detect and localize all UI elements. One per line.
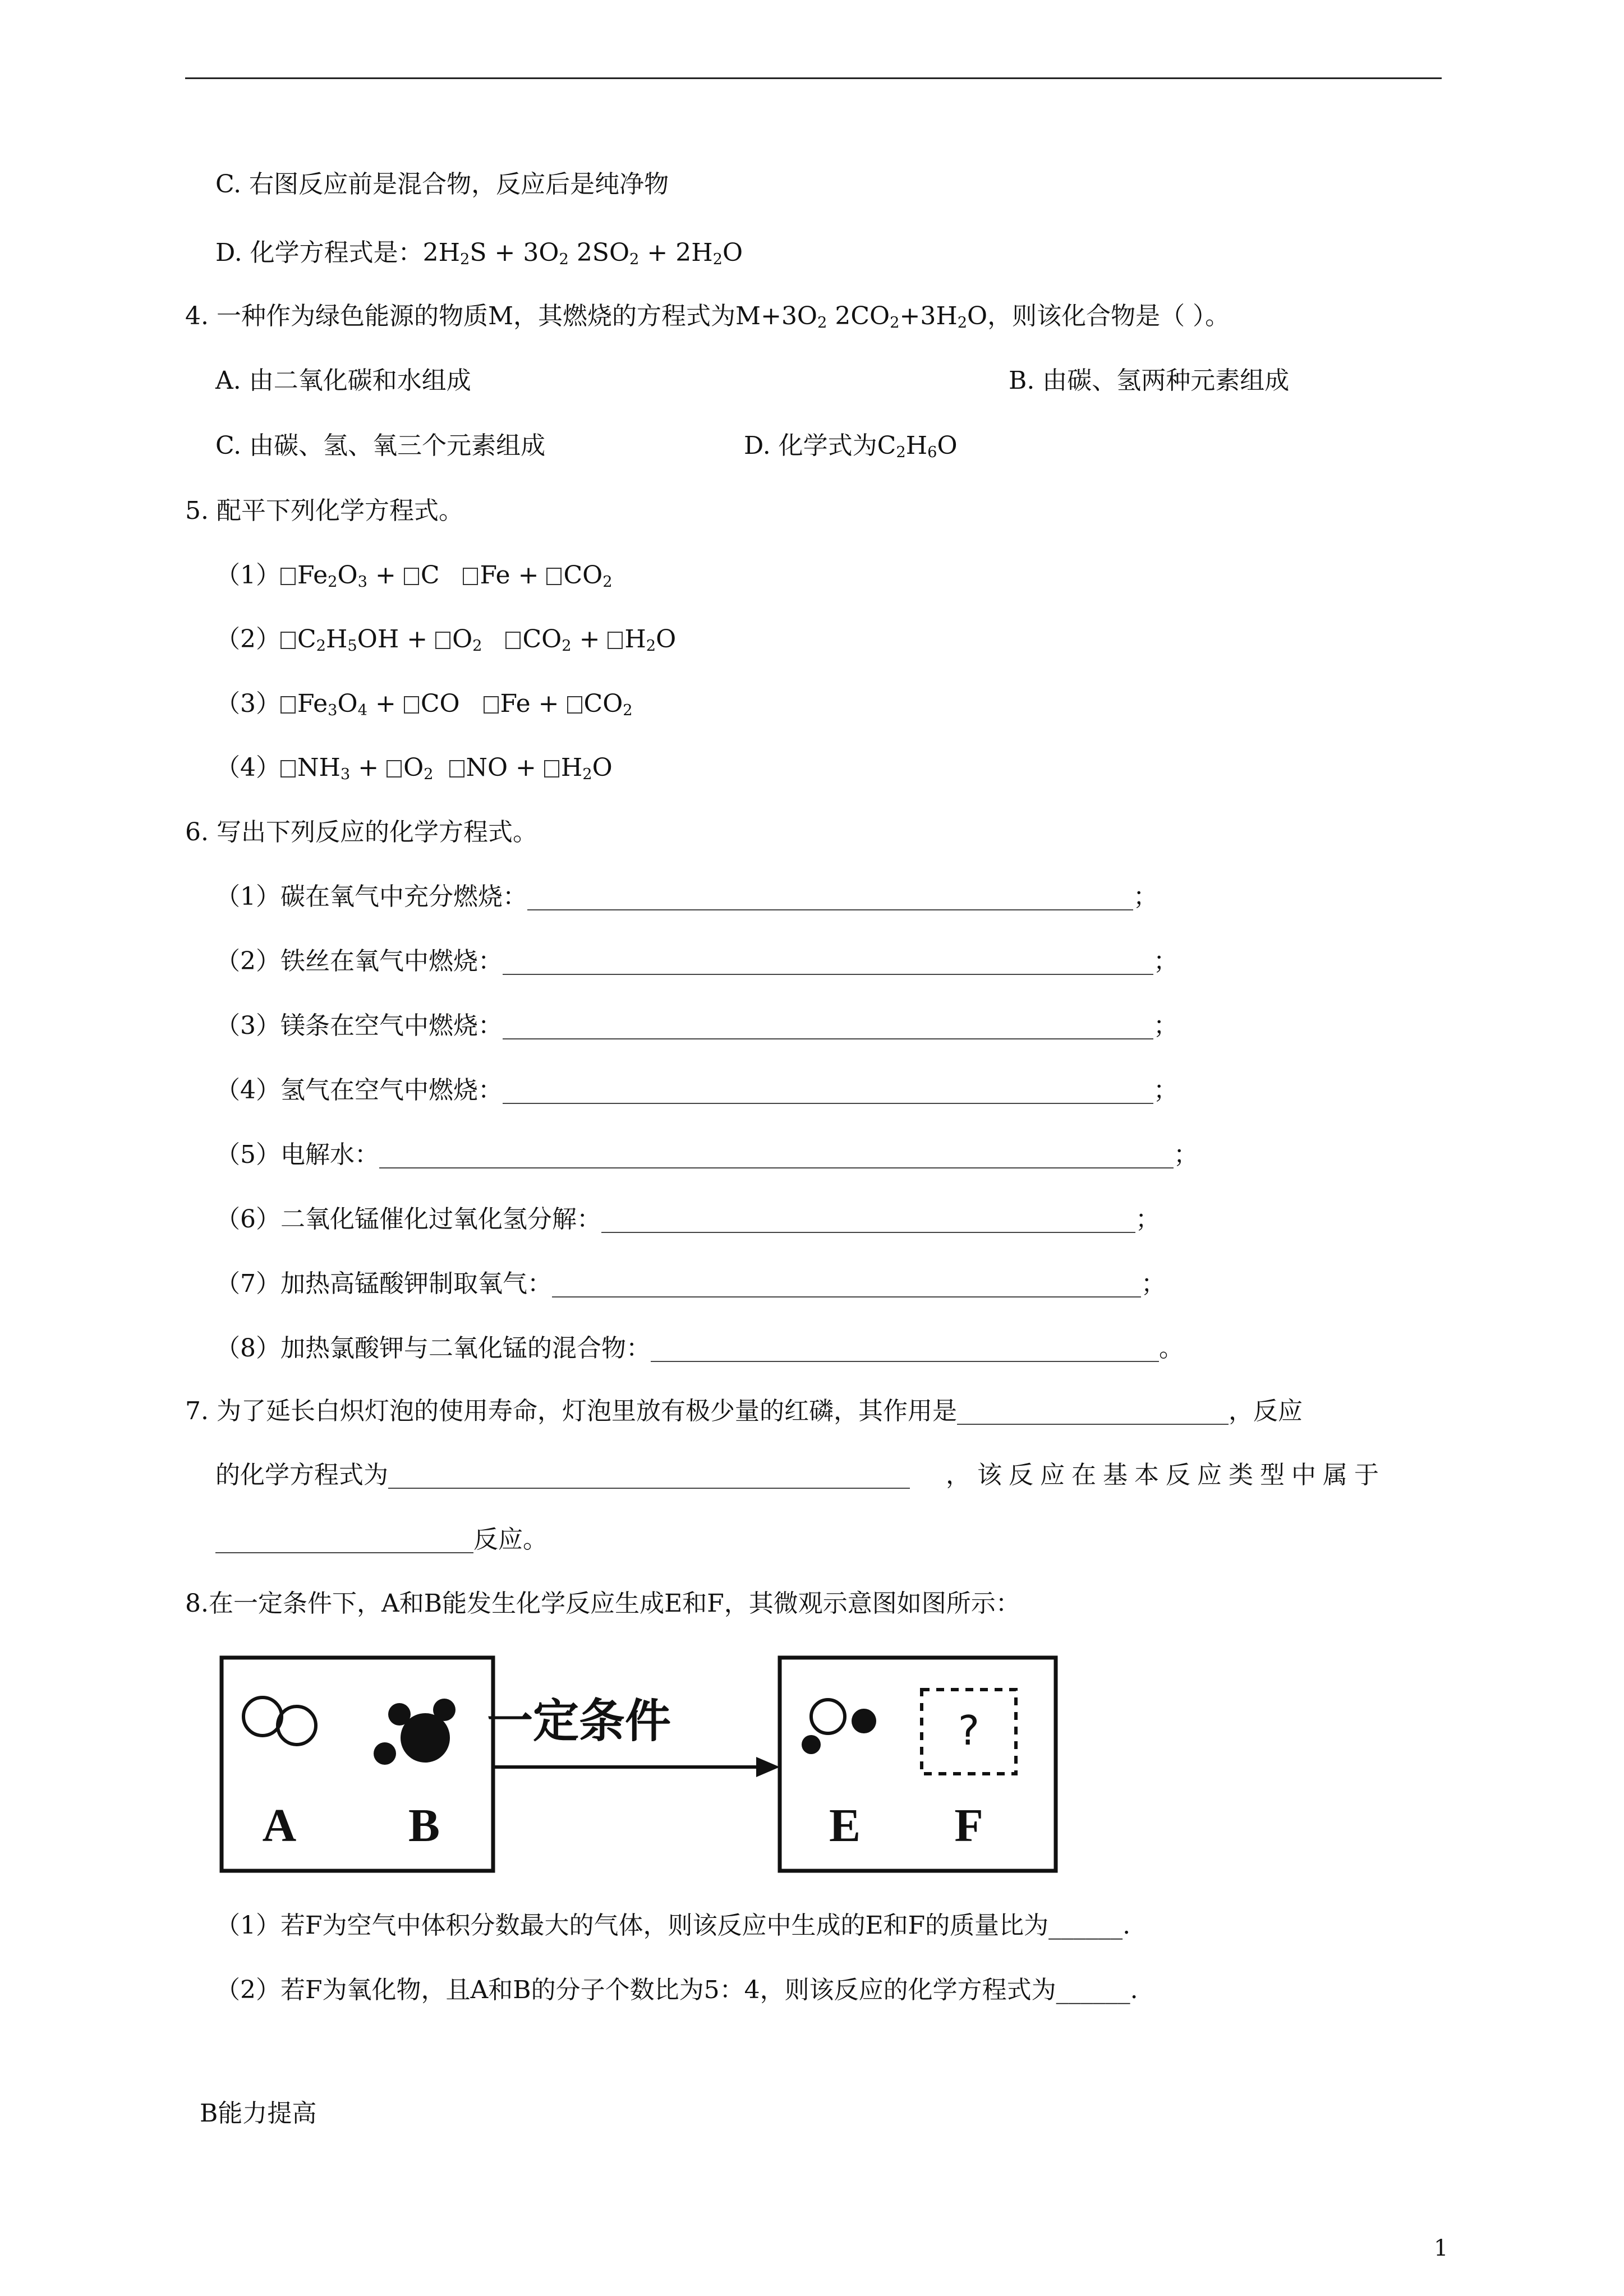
q6-title: 6. 写出下列反应的化学方程式。 [185,818,537,846]
q8-subquestion-1: （1）若F为空气中体积分数最大的气体，则该反应中生成的E和F的质量比为______. [215,1911,1131,1940]
header-rule [185,77,1442,79]
q3-option-c: C. 右图反应前是混合物，反应后是纯净物 [215,170,669,199]
answer-blank [503,1080,1153,1104]
q7-line-2: 的化学方程式为 ，该反应在基本反应类型中属于 [215,1461,1386,1489]
q5-item-2: （2） $C_2H_5OH + O_2$ $CO_2 + H_2O$ [215,625,677,655]
q5-item-1: （1） $Fe_2O_3 + C$ $Fe + CO_2$ [215,561,613,591]
q4-option-c: C. 由碳、氢、氧三个元素组成 [215,431,546,460]
q8-subquestion-2: （2）若F为氧化物，且A和B的分子个数比为5：4，则该反应的化学方程式为______. [215,1976,1138,2004]
q4-stem: 4. 一种作为绿色能源的物质M，其燃烧的方程式为$M+3O_2$ $2CO_2+3H_2O$，则该化合物是（ ）。 [185,302,1230,332]
blank-box [608,632,623,649]
answer-blank [503,1016,1153,1039]
blank-box [449,760,464,777]
q6-item-6: （6）二氧化锰催化过氧化氢分解： ； [215,1205,1160,1234]
blank-box [404,696,419,714]
blank-box [505,632,521,649]
blank-box [484,696,499,714]
q6-item-7: （7）加热高锰酸钾制取氧气： ； [215,1269,1166,1298]
reaction-diagram [219,1655,1060,1875]
molecule-b-icon [374,1699,456,1765]
answer-blank [379,1145,1174,1168]
molecule-a-atom [278,1706,316,1745]
answer-blank [601,1209,1135,1233]
q8-stem: 8.在一定条件下，A和B能发生化学反应生成E和F，其微观示意图如图所示： [185,1589,1020,1618]
q4-option-a: A. 由二氧化碳和水组成 [215,366,471,395]
unknown-mark: ? [958,1707,980,1754]
page-number: 1 [1434,2235,1448,2261]
molecule-a-atom [243,1697,282,1736]
answer-blank [503,951,1153,975]
label-f: F [954,1800,983,1852]
blank-box [567,696,582,714]
q3-option-d: D. 化学方程式是：$2H_2S + 3O_2$ $2SO_2 + 2H_2O$ [215,238,743,268]
blank-box [280,760,296,777]
q7-line-3: 反应。 [215,1525,548,1555]
q6-item-1: （1）碳在氧气中充分燃烧： ； [215,882,1158,911]
molecule-e-icon [802,1700,876,1754]
blank-box [280,632,296,649]
blank-box [280,696,296,714]
answer-blank [527,887,1133,910]
blank-box [546,568,562,585]
q6-item-4: （4）氢气在空气中燃烧： ； [215,1076,1178,1105]
label-b: B [408,1800,440,1852]
blank-box [404,568,419,585]
q4-option-d: D. 化学式为$C_2H_6O$ [744,431,958,461]
q6-item-5: （5）电解水： ； [215,1140,1198,1169]
answer-blank [215,1530,473,1553]
blank-box [387,760,402,777]
answer-blank [388,1465,910,1489]
blank-box [544,760,559,777]
q7-line-1: 7. 为了延长白炽灯泡的使用寿命，灯泡里放有极少量的红磷，其作用是 ，反应 [185,1397,1303,1425]
section-b-heading: B能力提高 [200,2099,317,2128]
blank-box [463,568,478,585]
arrow-head-icon [756,1757,780,1777]
q4-option-b: B. 由碳、氢两种元素组成 [1009,366,1290,395]
label-a: A [262,1800,297,1852]
q5-title: 5. 配平下列化学方程式。 [185,496,463,525]
answer-blank [651,1338,1159,1362]
arrow-label: 一定条件 [486,1694,671,1748]
q6-item-3: （3）镁条在空气中燃烧： ； [215,1011,1178,1040]
q6-item-2: （2）铁丝在氧气中燃烧： ； [215,947,1178,976]
q5-item-4: （4） $NH_3 + O_2$ NO + $H_2O$ [215,753,613,783]
answer-blank [957,1401,1229,1425]
blank-box [280,568,296,585]
q5-item-3: （3） $Fe_3O_4$ + CO $Fe + CO_2$ [215,689,633,719]
answer-blank [552,1274,1141,1297]
label-e: E [829,1800,861,1852]
q6-item-8: （8）加热氯酸钾与二氧化锰的混合物： 。 [215,1334,1184,1363]
blank-box [435,632,450,649]
